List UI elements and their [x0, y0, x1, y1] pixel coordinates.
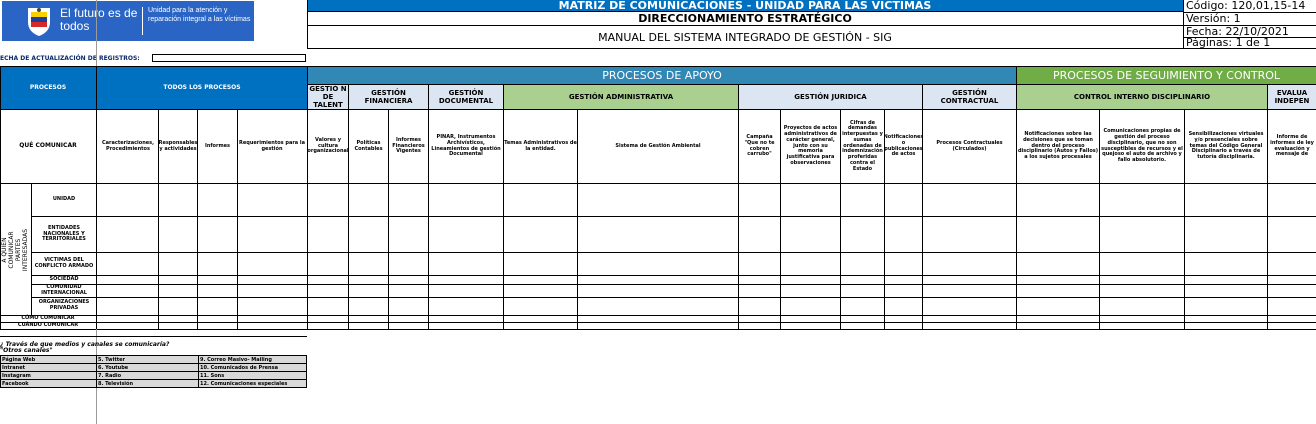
header-evaluacion: EVALUA INDEPEN [1268, 85, 1316, 109]
item-cell: Políticas Contables [354, 139, 383, 152]
item-cell: Campaña "Que no te cobren carrubo" [744, 134, 775, 158]
stakeholder-entidades: ENTIDADES NACIONALES Y TERRITORIALES [42, 224, 86, 243]
meta-version: Versión: 1 [1186, 12, 1241, 25]
legend-item: Instagram [1, 372, 97, 380]
document-manual: MANUAL DEL SISTEMA INTEGRADO DE GESTIÓN - SIG [598, 30, 892, 44]
band-apoyo: PROCESOS DE APOYO [307, 67, 1017, 84]
header-financiera: GESTIÓN FINANCIERA [349, 85, 428, 109]
header-administrativa: GESTIÓN ADMINISTRATIVA [504, 85, 738, 109]
logo-divider [142, 7, 143, 35]
meta-paginas: Páginas: 1 de 1 [1186, 36, 1271, 49]
legend-item: 8. Televisión [97, 380, 199, 387]
legend-item: 11. Sons [199, 372, 306, 380]
item-cell: Informes Financieros Vigentes [392, 136, 425, 155]
header-todos-procesos: TODOS LOS PROCESOS [97, 67, 307, 109]
logo-sub-text: Unidad para la atención y reparación integral a las víctimas [148, 7, 251, 23]
item-cell: Sistema de Gestión Ambiental [615, 142, 701, 149]
que-comunicar-label: QUÉ COMUNICAR [19, 142, 77, 150]
logo-main-text: El futuro es de todos [60, 6, 138, 33]
legend-item: 5. Twitter [97, 356, 199, 364]
update-label: ECHA DE ACTUALIZACIÓN DE REGISTROS: [0, 55, 140, 62]
item-cell: Valores y cultura organizacional [307, 136, 349, 155]
item-cell: Responsables y actividades [158, 139, 198, 152]
legend-item: Intranet [1, 364, 97, 372]
header-procesos: PROCESOS [0, 67, 96, 109]
band-seguimiento: PROCESOS DE SEGUIMIENTO Y CONTROL [1017, 67, 1316, 84]
legend-subtitle: "Otros canales" [0, 347, 53, 354]
header-contractual: GESTIÓN CONTRACTUAL [923, 85, 1016, 109]
document-title: MATRIZ DE COMUNICACIONES - UNIDAD PARA LAS VICTIMAS [307, 0, 1183, 12]
a-quien-comunicar-label: A QUIEN COMUNICAR PARTES INTERESADAS [1, 228, 30, 272]
item-cell: Proyectos de actos administrativos de carácter general, junto con su memoria justificativa para observaciones [783, 125, 838, 166]
update-date-input[interactable] [152, 54, 306, 62]
legend-question: ¿ Través de que medios y canales se comunicaría? [0, 341, 170, 348]
legend-table [0, 355, 307, 388]
item-cell: Requerimientos para la gestión [239, 139, 305, 152]
colombia-shield-icon [22, 4, 56, 38]
header-juridica: GESTIÓN JURIDICA [739, 85, 922, 109]
stakeholder-unidad: UNIDAD [52, 196, 76, 203]
item-cell: Notificaciones sobre las decisiones que se toman dentro del proceso disciplinario (Autos y Fallos) a los sujetos procesales [1017, 131, 1099, 161]
stakeholder-organizaciones: ORGANIZACIONES PRIVADAS [38, 299, 90, 311]
item-cell: Notificaciones o publicaciones de actos [883, 134, 924, 158]
header-control-interno: CONTROL INTERNO DISCIPLINARIO [1017, 85, 1267, 109]
item-cell: Comunicaciones propias de gestión del proceso disciplinario, que no son susceptibles de recursos y el quejoso el auto de archivo y fallo absolutorio. [1101, 128, 1183, 163]
item-cell: Informe de informes de ley evaluación y mensaje de [1270, 134, 1314, 158]
item-cell: PINAR, Instrumentos Archivísticos, Lineamientos de gestión Documental [431, 134, 501, 158]
legend-item: Página Web [1, 356, 97, 364]
item-cell: Cifras de demandas interpuestas y sumas ordenadas de indemnización proferidas contra el Estado [842, 119, 883, 172]
item-cell: Procesos Contractuales (Circulados) [936, 139, 1003, 152]
item-cell: Informes [204, 142, 231, 149]
meta-codigo: Código: 120,01,15-14 [1186, 0, 1306, 12]
item-cell: Temas Administrativos de la entidad. [504, 139, 577, 152]
stakeholder-comunidad: COMUNIDAD INTERNACIONAL [41, 283, 87, 296]
como-comunicar-label: CÓMO COMUNICAR [21, 314, 75, 321]
document-subtitle: DIRECCIONAMIENTO ESTRATÉGICO [638, 12, 852, 25]
stakeholder-victimas: VICTIMAS DEL CONFLICTO ARMADO [34, 257, 94, 269]
cuando-comunicar-label: CUÁNDO COMUNICAR [17, 321, 79, 328]
header-talento: GESTIÓ N DE TALENT [309, 84, 347, 110]
legend-item: 6. Youtube [97, 364, 199, 372]
legend-item: Facebook [1, 380, 97, 387]
entity-logo [2, 1, 254, 41]
legend-item: 7. Radio [97, 372, 199, 380]
item-cell: Sensibilizaciones virtuales y/o presenciales sobre temas del Código General Disciplinario a través de tutoría disciplinaria. [1188, 131, 1264, 161]
stakeholder-sociedad: SOCIEDAD [49, 276, 79, 283]
header-documental: GESTIÓN DOCUMENTAL [429, 85, 503, 109]
legend-item: 9. Correo Masivo- Mailing [199, 356, 306, 364]
legend-item: 10. Comunicados de Prensa [199, 364, 306, 372]
legend-item: 12. Comunicaciones especiales [199, 380, 306, 387]
item-cell: Caracterizaciones, Procedimientos [101, 139, 155, 152]
meta-fecha: Fecha: 22/10/2021 [1186, 25, 1289, 38]
